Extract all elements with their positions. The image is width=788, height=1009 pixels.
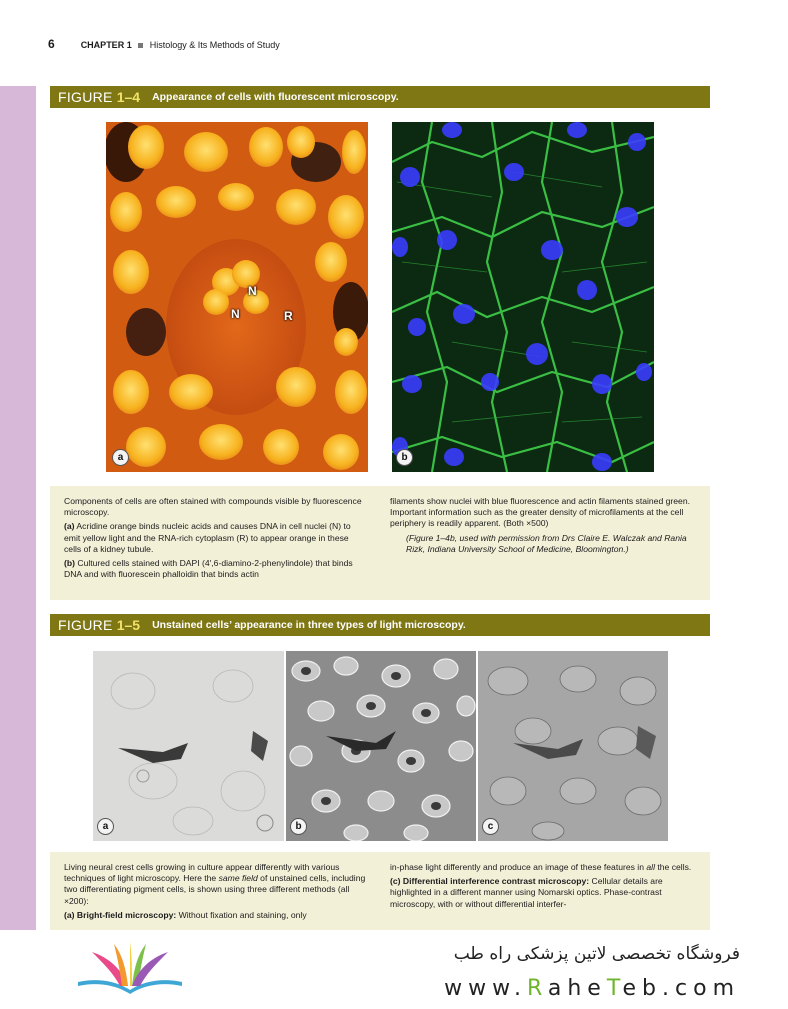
nucleus-label-2: N — [231, 307, 240, 321]
panel-letter-a: a — [97, 818, 114, 835]
figure-1-5c-dic-image — [478, 651, 668, 841]
figure-title: Unstained cells’ appearance in three types of light microscopy. — [152, 619, 466, 631]
caption-left-column — [64, 862, 366, 924]
panel-letter-b: b — [396, 449, 413, 466]
caption-continued: in-phase light differently and produce an image of these features in all the cells. — [390, 862, 692, 872]
caption-part-b: (b) Cultured cells stained with DAPI (4′,6-diamino-2-phenylindole) that binds DNA and with fluorescein phalloidin that binds actin — [64, 558, 353, 580]
shop-name: فروشگاه تخصصی لاتین پزشکی راه طب — [453, 944, 740, 964]
figure-1-4-title-bar — [50, 86, 710, 108]
figure-word: FIGURE — [58, 617, 113, 633]
caption-continued: filaments show nuclei with blue fluorescence and actin filaments stained green. Important information such as the greater density of microfilaments at the cell periphery is readily apparent. (Both ×500) — [390, 496, 690, 529]
caption-intro: Components of cells are often stained with compounds visible by fluorescence microscopy. — [64, 496, 362, 518]
figure-number: 1–4 — [116, 89, 141, 105]
side-color-strip — [0, 86, 36, 980]
figure-1-5b-phase-contrast-image — [286, 651, 476, 841]
caption-part-c: (c) Differential interference contrast microscopy: Cellular details are highlighted in a different manner using Nomarski optics. Phase-contrast microscopy, with or without differential interfer- — [390, 876, 663, 909]
caption-credit: (Figure 1–4b, used with permission from Drs Claire E. Walczak and Rania Rizk, Indiana University School of Medicine, Bloomington.) — [406, 532, 687, 554]
panel-letter-b: b — [290, 818, 307, 835]
caption-left-column — [64, 496, 366, 583]
nucleus-label-1: N — [248, 284, 257, 298]
caption-part-a: (a) Bright-field microscopy: Without fixation and staining, only — [64, 909, 307, 920]
caption-right-column — [390, 862, 692, 913]
separator-square — [138, 43, 143, 48]
shop-url: www.RaheTeb.com — [444, 976, 740, 1001]
open-book-logo-icon — [70, 940, 190, 996]
running-head — [48, 37, 280, 51]
caption-right-column — [390, 496, 692, 558]
caption-intro: Living neural crest cells growing in culture appear differently with various techniques of light microscopy. Here the same field of unstained cells, including two differentiating pigment cells, is shown using three different methods (all ×200): — [64, 862, 366, 906]
caption-part-a: (a) Acridine orange binds nucleic acids and causes DNA in cell nuclei (N) to emit yellow light and the RNA-rich cytoplasm (R) to appear orange in these cells of a kidney tubule. — [64, 521, 351, 554]
figure-number: 1–5 — [116, 617, 141, 633]
chapter-label: CHAPTER 1 — [80, 40, 132, 50]
panel-letter-a: a — [112, 449, 129, 466]
figure-1-4-caption — [50, 486, 710, 600]
figure-word: FIGURE — [58, 89, 113, 105]
figure-1-5a-bright-field-image — [93, 651, 284, 841]
figure-1-4a-fluorescence-image — [106, 122, 368, 472]
figure-1-4b-fluorescence-image — [392, 122, 654, 472]
figure-title: Appearance of cells with fluorescent microscopy. — [152, 91, 399, 103]
page-number: 6 — [48, 37, 55, 51]
chapter-title: Histology & Its Methods of Study — [149, 40, 280, 50]
figure-1-5-title-bar — [50, 614, 710, 636]
panel-letter-c: c — [482, 818, 499, 835]
figure-1-5-caption — [50, 852, 710, 930]
cytoplasm-label: R — [284, 309, 293, 323]
